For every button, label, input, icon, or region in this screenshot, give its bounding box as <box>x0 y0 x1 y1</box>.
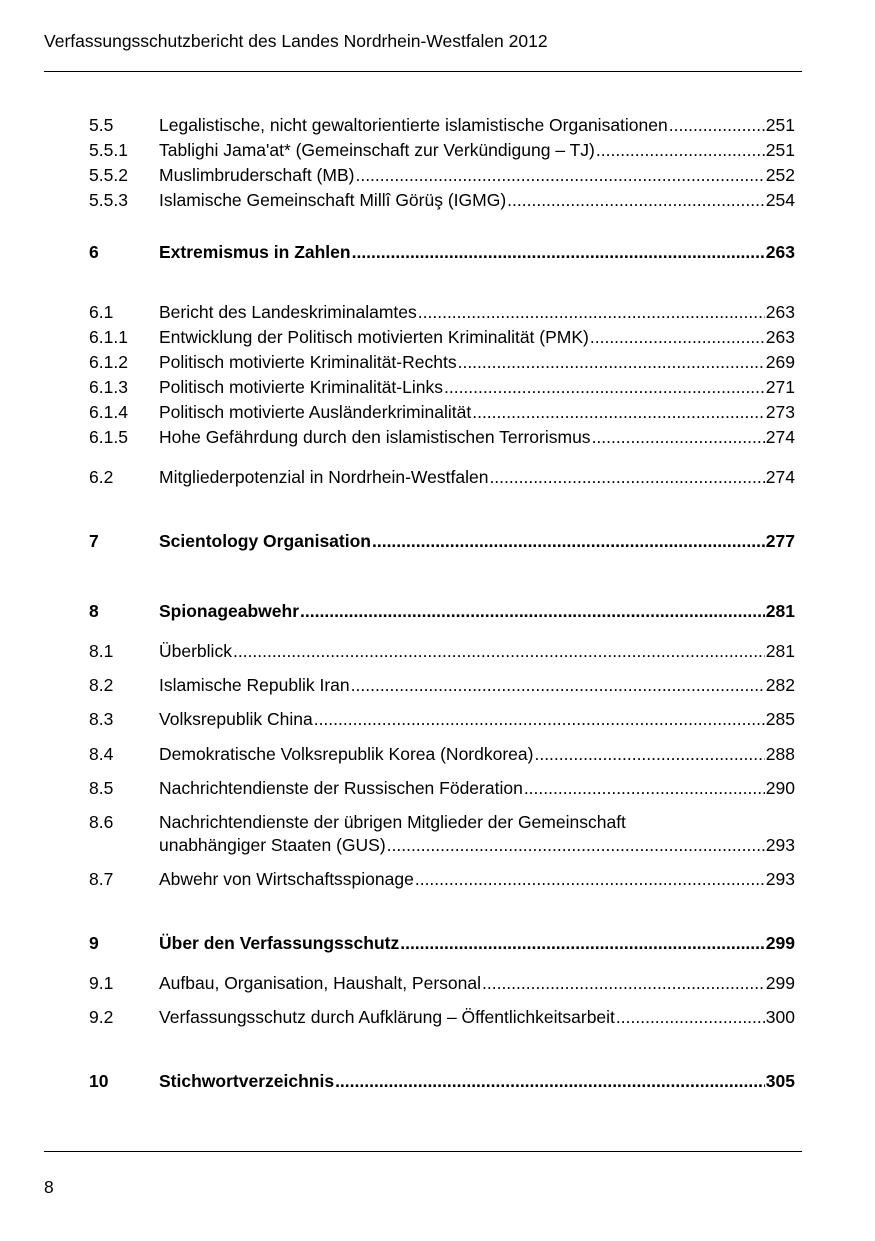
toc-leader-dots <box>489 466 764 488</box>
toc-entry-title: Verfassungsschutz durch Aufklärung – Öffentlichkeitsarbeit <box>159 1007 615 1027</box>
toc-entry-page: 251 <box>765 140 795 160</box>
toc-entry-number: 5.5 <box>89 115 114 135</box>
toc-entry-number: 8.1 <box>89 641 114 661</box>
toc-entry-title: Nachrichtendienste der Russischen Föderation <box>159 778 523 798</box>
toc-entry-title: Volksrepublik China <box>159 709 313 729</box>
toc-entry-page: 288 <box>765 744 795 764</box>
toc-entry-title: Tablighi Jama'at* (Gemeinschaft zur Verkündigung – TJ) <box>159 140 595 160</box>
toc-leader-dots <box>387 834 765 856</box>
toc-leader-dots <box>472 401 765 423</box>
toc-entry-page: 263 <box>765 302 795 322</box>
toc-entry-number: 6.1.1 <box>89 327 128 347</box>
toc-entry-number: 6 <box>89 242 99 262</box>
toc-entry-page: 299 <box>765 933 795 953</box>
toc-entry-title: Aufbau, Organisation, Haushalt, Personal <box>159 973 481 993</box>
toc-entry-title: Stichwortverzeichnis <box>159 1071 335 1091</box>
toc-leader-dots <box>592 426 765 448</box>
toc-leader-dots <box>314 708 765 730</box>
toc-entry-page: 281 <box>765 601 795 621</box>
toc-entry-page: 269 <box>765 352 795 372</box>
toc-leader-dots <box>335 1070 765 1092</box>
toc-leader-dots <box>372 530 765 552</box>
toc-entry-title: Politisch motivierte Ausländerkriminalität <box>159 402 472 422</box>
toc-leader-dots <box>418 301 765 323</box>
toc-entry-title: Extremismus in Zahlen <box>159 242 351 262</box>
toc-leader-dots <box>669 114 765 136</box>
toc-leader-dots <box>351 674 765 696</box>
toc-entry-page: 277 <box>765 531 795 551</box>
toc-leader-dots <box>524 777 765 799</box>
toc-entry-page: 251 <box>765 115 795 135</box>
toc-entry-number: 5.5.1 <box>89 140 128 160</box>
footer-divider <box>44 1151 802 1152</box>
toc-entry-page: 263 <box>765 327 795 347</box>
toc-entry-page: 282 <box>765 675 795 695</box>
toc-entry-number: 9 <box>89 933 99 953</box>
toc-entry-page: 273 <box>765 402 795 422</box>
toc-entry-number: 6.1.3 <box>89 377 128 397</box>
toc-entry-title: Politisch motivierte Kriminalität-Links <box>159 377 443 397</box>
toc-entry-page: 263 <box>765 242 795 262</box>
toc-entry-title: Islamische Gemeinschaft Millî Görüş (IGMG) <box>159 190 507 210</box>
toc-leader-dots <box>233 640 765 662</box>
toc-leader-dots <box>482 972 765 994</box>
toc-leader-dots <box>355 164 764 186</box>
toc-entry-number: 8.7 <box>89 869 114 889</box>
toc-entry-number: 10 <box>89 1071 109 1091</box>
toc-entry-number: 6.1 <box>89 302 114 322</box>
toc-entry-title: Überblick <box>159 641 232 661</box>
toc-entry-number: 8.6 <box>89 812 114 832</box>
toc-leader-dots <box>616 1006 765 1028</box>
toc-leader-dots <box>400 932 765 954</box>
toc-entry-page: 285 <box>765 709 795 729</box>
toc-entry-number: 5.5.2 <box>89 165 128 185</box>
toc-entry-title: unabhängiger Staaten (GUS) <box>159 835 386 855</box>
toc-entry-number: 6.2 <box>89 467 114 487</box>
toc-entry-page: 293 <box>765 835 795 855</box>
toc-entry-title: Mitgliederpotenzial in Nordrhein-Westfalen <box>159 467 489 487</box>
toc-entry-number: 7 <box>89 531 99 551</box>
toc-entry-number: 8.5 <box>89 778 114 798</box>
toc-entry-page: 274 <box>765 467 795 487</box>
toc-entry-title: Politisch motivierte Kriminalität-Rechts <box>159 352 457 372</box>
toc-entry-page: 305 <box>765 1071 795 1091</box>
toc-leader-dots <box>352 241 765 263</box>
toc-entry-number: 9.2 <box>89 1007 114 1027</box>
toc-entry-title: Abwehr von Wirtschaftsspionage <box>159 869 414 889</box>
toc-entry-number: 6.1.4 <box>89 402 128 422</box>
toc-leader-dots <box>590 326 765 348</box>
toc-entry-page: 293 <box>765 869 795 889</box>
toc-entry-number: 8.2 <box>89 675 114 695</box>
toc-entry-number: 9.1 <box>89 973 114 993</box>
header-divider <box>44 71 802 72</box>
toc-entry-title: Scientology Organisation <box>159 531 371 551</box>
toc-leader-dots <box>534 743 764 765</box>
toc-entry-page: 281 <box>765 641 795 661</box>
toc-entry-page: 274 <box>765 427 795 447</box>
toc-leader-dots <box>458 351 765 373</box>
toc-entry-title: Islamische Republik Iran <box>159 675 350 695</box>
toc-entry-page: 290 <box>765 778 795 798</box>
toc-entry-title: Bericht des Landeskriminalamtes <box>159 302 417 322</box>
toc-entry-page: 299 <box>765 973 795 993</box>
toc-entry-title-line1: Nachrichtendienste der übrigen Mitglieder der Gemeinschaft <box>159 812 626 832</box>
toc-leader-dots <box>415 868 765 890</box>
toc-leader-dots <box>507 189 765 211</box>
toc-entry-number: 6.1.5 <box>89 427 128 447</box>
toc-entry-title: Legalistische, nicht gewaltorientierte islamistische Organisationen <box>159 115 668 135</box>
toc-leader-dots <box>300 600 765 622</box>
toc-leader-dots <box>444 376 765 398</box>
toc-entry-page: 254 <box>765 190 795 210</box>
toc-entry-page: 271 <box>765 377 795 397</box>
toc-entry-number: 8 <box>89 601 99 621</box>
toc-entry-title: Entwicklung der Politisch motivierten Kriminalität (PMK) <box>159 327 589 347</box>
toc-entry-title: Über den Verfassungsschutz <box>159 933 400 953</box>
toc-entry-number: 8.3 <box>89 709 114 729</box>
toc-entry-title: Hohe Gefährdung durch den islamistischen Terrorismus <box>159 427 591 447</box>
toc-entry-page: 252 <box>765 165 795 185</box>
toc-entry-title: Spionageabwehr <box>159 601 300 621</box>
toc-entry-number: 5.5.3 <box>89 190 128 210</box>
toc-entry-title: Muslimbruderschaft (MB) <box>159 165 355 185</box>
toc-leader-dots <box>596 139 765 161</box>
page-number: 8 <box>44 1177 54 1197</box>
toc-entry-page: 300 <box>765 1007 795 1027</box>
toc-entry-number: 6.1.2 <box>89 352 128 372</box>
toc-entry-number: 8.4 <box>89 744 114 764</box>
toc-entry-title: Demokratische Volksrepublik Korea (Nordkorea) <box>159 744 534 764</box>
page-header-title: Verfassungsschutzbericht des Landes Nordrhein-Westfalen 2012 <box>44 31 548 51</box>
